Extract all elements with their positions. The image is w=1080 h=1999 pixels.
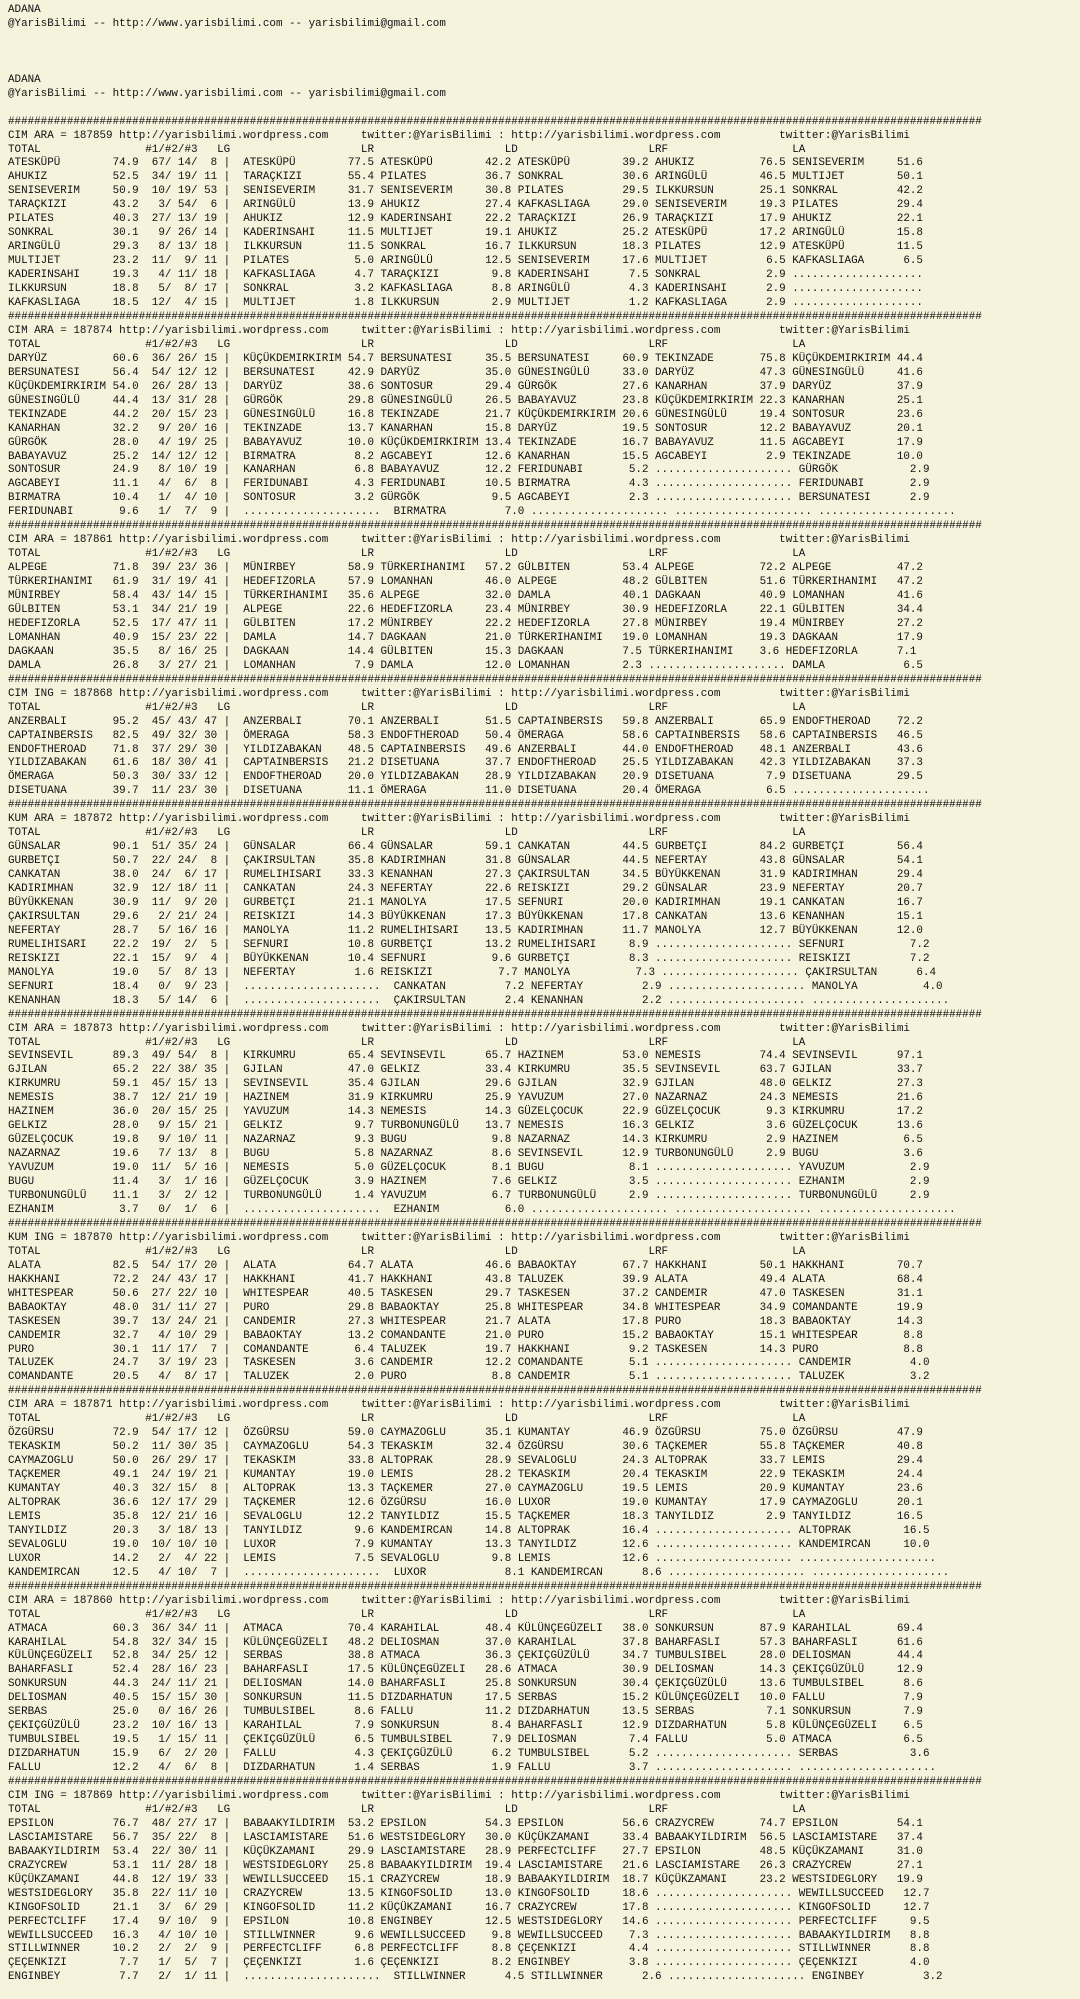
text-line: PERFECTCLIFF 17.4 9/ 10/ 9 | EPSILON 10.8 ENGINBEY 12.5 WESTSIDEGLORY 14.6 ..................... PERFECTCLIFF 9.5	[8, 1915, 930, 1928]
text-line: BABAYAVUZ 25.2 14/ 12/ 12 | BIRMATRA 8.2 AGCABEYI 12.6 KANARHAN 15.5 AGCABEYI 2.9 TEKINZADE 10.0	[8, 450, 923, 463]
separator-line: #####################################################################################################################################################	[8, 310, 982, 323]
text-line: LOMANHAN 40.9 15/ 23/ 22 | DAMLA 14.7 DAGKAAN 21.0 TÜRKERIHANIMI 19.0 LOMANHAN 19.3 DAGKAAN 17.9	[8, 631, 923, 644]
column-header-line: TOTAL #1/#2/#3 LG LR LD LRF LA	[8, 338, 806, 351]
text-line: ÇEÇENKIZI 7.7 1/ 5/ 7 | ÇEÇENKIZI 1.6 ÇEÇENKIZI 8.2 ENGINBEY 3.8 ..................... ÇEÇENKIZI 4.0	[8, 1957, 930, 1970]
race-header-line: CIM ARA = 187861 http://yarisbilimi.wordpress.com twitter:@YarisBilimi : http://yarisbilimi.wordpress.com twitter:@YarisBilimi	[8, 534, 910, 547]
text-line: HAZINEM 36.0 20/ 15/ 25 | YAVUZUM 14.3 NEMESIS 14.3 GÜZELÇOCUK 22.9 GÜZELÇOCUK 9.3 KIRKUMRU 17.2	[8, 1106, 923, 1119]
text-line	[8, 60, 1080, 74]
text-line: MÜNIRBEY 58.4 43/ 14/ 15 | TÜRKERIHANIMI 35.6 ALPEGE 32.0 DAMLA 40.1 DAGKAAN 40.9 LOMANHAN 41.6	[8, 590, 923, 603]
text-line: TEKINZADE 44.2 20/ 15/ 23 | GÜNESINGÜLÜ 16.8 TEKINZADE 21.7 KÜÇÜKDEMIRKIRIM 20.6 GÜNESINGÜLÜ 19.4 SONTOSUR 23.6	[8, 408, 923, 421]
text-line: KANDEMIRCAN 12.5 4/ 10/ 7 | ..................... LUXOR 8.1 KANDEMIRCAN 8.6 ..................... .....................	[8, 1566, 950, 1579]
text-line: ARINGÜLÜ 29.3 8/ 13/ 18 | ILKKURSUN 11.5 SONKRAL 16.7 ILKKURSUN 18.3 PILATES 12.9 ATESKÜPÜ 11.5	[8, 241, 923, 254]
text-line: PILATES 40.3 27/ 13/ 19 | AHUKIZ 12.9 KADERINSAHI 22.2 TARAÇKIZI 26.9 TARAÇKIZI 17.9 AHUKIZ 22.1	[8, 213, 923, 226]
column-header-line: TOTAL #1/#2/#3 LG LR LD LRF LA	[8, 701, 806, 714]
text-line: MANOLYA 19.0 5/ 8/ 13 | NEFERTAY 1.6 REISKIZI 7.7 MANOLYA 7.3 ..................... ÇAKIRSULTAN 6.4	[8, 966, 937, 979]
text-line: TUMBULSIBEL 19.5 1/ 15/ 11 | ÇEKIÇGÜZÜLÜ 6.5 TUMBULSIBEL 7.9 DELIOSMAN 7.4 FALLU 5.0 ATMACA 6.5	[8, 1734, 923, 1747]
separator-line: #####################################################################################################################################################	[8, 520, 982, 533]
race-header-line: CIM ARA = 187874 http://yarisbilimi.wordpress.com twitter:@YarisBilimi : http://yarisbilimi.wordpress.com twitter:@YarisBilimi	[8, 324, 910, 337]
text-line: RUMELIHISARI 22.2 19/ 2/ 5 | SEFNURI 10.8 GURBETÇI 13.2 RUMELIHISARI 8.9 ..................... SEFNURI 7.2	[8, 938, 930, 951]
text-line: GÜLBITEN 53.1 34/ 21/ 19 | ALPEGE 22.6 HEDEFIZORLA 23.4 MÜNIRBEY 30.9 HEDEFIZORLA 22.1 GÜLBITEN 34.4	[8, 603, 923, 616]
text-line: KINGOFSOLID 21.1 3/ 6/ 29 | KINGOFSOLID 11.2 KÜÇÜKZAMANI 16.7 CRAZYCREW 17.8 ..................... KINGOFSOLID 12.7	[8, 1901, 930, 1914]
text-line: LEMIS 35.8 12/ 21/ 16 | SEVALOGLU 12.2 TANYILDIZ 15.5 TAÇKEMER 18.3 TANYILDIZ 2.9 TANYILDIZ 16.5	[8, 1510, 923, 1523]
text-line: YILDIZABAKAN 61.6 18/ 30/ 41 | CAPTAINBERSIS 21.2 DISETUANA 37.7 ENDOFTHEROAD 25.5 YILDIZABAKAN 42.3 YILDIZABAKAN 37.3	[8, 757, 923, 770]
text-line: ATESKÜPÜ 74.9 67/ 14/ 8 | ATESKÜPÜ 77.5 ATESKÜPÜ 42.2 ATESKÜPÜ 39.2 AHUKIZ 76.5 SENISEVERIM 51.6	[8, 157, 923, 170]
text-line: GJILAN 65.2 22/ 38/ 35 | GJILAN 47.0 GELKIZ 33.4 KIRKUMRU 35.5 SEVINSEVIL 63.7 GJILAN 33.7	[8, 1064, 923, 1077]
text-line: BUGU 11.4 3/ 1/ 16 | GÜZELÇOCUK 3.9 HAZINEM 7.6 GELKIZ 3.5 ..................... EZHANIM 2.9	[8, 1176, 930, 1189]
text-line: SEVALOGLU 19.0 10/ 10/ 10 | LUXOR 7.9 KUMANTAY 13.3 TANYILDIZ 12.6 ..................... KANDEMIRCAN 10.0	[8, 1538, 930, 1551]
text-line: FERIDUNABI 9.6 1/ 7/ 9 | ..................... BIRMATRA 7.0 ..................... ..................... .....................	[8, 506, 956, 519]
text-line: BAHARFASLI 52.4 28/ 16/ 23 | BAHARFASLI 17.5 KÜLÜNÇEGÜZELI 28.6 ATMACA 30.9 DELIOSMAN 14.3 ÇEKIÇGÜZÜLÜ 12.9	[8, 1664, 923, 1677]
text-line: ENDOFTHEROAD 71.8 37/ 29/ 30 | YILDIZABAKAN 48.5 CAPTAINBERSIS 49.6 ANZERBALI 44.0 ENDOFTHEROAD 48.1 ANZERBALI 43.6	[8, 743, 923, 756]
text-line: TASKESEN 39.7 13/ 24/ 21 | CANDEMIR 27.3 WHITESPEAR 21.7 ALATA 17.8 PURO 18.3 BABAOKTAY 14.3	[8, 1315, 923, 1328]
column-header-line: TOTAL #1/#2/#3 LG LR LD LRF LA	[8, 143, 806, 156]
separator-line: #####################################################################################################################################################	[8, 1385, 982, 1398]
text-line: REISKIZI 22.1 15/ 9/ 4 | BÜYÜKKENAN 10.4 SEFNURI 9.6 GURBETÇI 8.3 ..................... REISKIZI 7.2	[8, 952, 930, 965]
text-line: @YarisBilimi -- http://www.yarisbilimi.com -- yarisbilimi@gmail.com	[8, 87, 446, 100]
text-line: SONTOSUR 24.9 8/ 10/ 19 | KANARHAN 6.8 BABAYAVUZ 12.2 FERIDUNABI 5.2 ..................... GÜRGÖK 2.9	[8, 464, 930, 477]
text-line: GÜNSALAR 90.1 51/ 35/ 24 | GÜNSALAR 66.4 GÜNSALAR 59.1 CANKATAN 44.5 GURBETÇI 84.2 GURBETÇI 56.4	[8, 841, 923, 854]
race-header-line: CIM ING = 187869 http://yarisbilimi.wordpress.com twitter:@YarisBilimi : http://yarisbilimi.wordpress.com twitter:@YarisBilimi	[8, 1790, 910, 1802]
text-line: KÜÇÜKZAMANI 44.8 12/ 19/ 33 | WEWILLSUCCEED 15.1 CRAZYCREW 18.9 BABAAKYILDIRIM 18.7 KÜÇÜKZAMANI 23.2 WESTSIDEGLORY 19.9	[8, 1873, 923, 1886]
column-header-line: TOTAL #1/#2/#3 LG LR LD LRF LA	[8, 548, 806, 561]
separator-line: #####################################################################################################################################################	[8, 673, 982, 686]
text-line: GELKIZ 28.0 9/ 15/ 21 | GELKIZ 9.7 TURBONUNGÜLÜ 13.7 NEMESIS 16.3 GELKIZ 3.6 GÜZELÇOCUK 13.6	[8, 1120, 923, 1133]
text-line: GÜZELÇOCUK 19.8 9/ 10/ 11 | NAZARNAZ 9.3 BUGU 9.8 NAZARNAZ 14.3 KIRKUMRU 2.9 HAZINEM 6.5	[8, 1134, 923, 1147]
text-line: ILKKURSUN 18.8 5/ 8/ 17 | SONKRAL 3.2 KAFKASLIAGA 8.8 ARINGÜLÜ 4.3 KADERINSAHI 2.9 ....................	[8, 283, 923, 296]
text-line: DARYÜZ 60.6 36/ 26/ 15 | KÜÇÜKDEMIRKIRIM 54.7 BERSUNATESI 35.5 BERSUNATESI 60.9 TEKINZADE 75.8 KÜÇÜKDEMIRKIRIM 44.4	[8, 352, 923, 365]
text-line: TARAÇKIZI 43.2 3/ 54/ 6 | ARINGÜLÜ 13.9 AHUKIZ 27.4 KAFKASLIAGA 29.0 SENISEVERIM 19.3 PILATES 29.4	[8, 199, 923, 212]
text-line: DELIOSMAN 40.5 15/ 15/ 30 | SONKURSUN 11.5 DIZDARHATUN 17.5 SERBAS 15.2 KÜLÜNÇEGÜZELI 10.0 FALLU 7.9	[8, 1692, 923, 1705]
text-line: ALATA 82.5 54/ 17/ 20 | ALATA 64.7 ALATA 46.6 BABAOKTAY 67.7 HAKKHANI 50.1 HAKKHANI 70.7	[8, 1259, 923, 1272]
text-line: DISETUANA 39.7 11/ 23/ 30 | DISETUANA 11.1 ÖMERAGA 11.0 DISETUANA 20.4 ÖMERAGA 6.5 .....................	[8, 785, 930, 798]
separator-line: #####################################################################################################################################################	[8, 799, 982, 812]
text-line: KUMANTAY 40.3 32/ 15/ 8 | ALTOPRAK 13.3 TAÇKEMER 27.0 CAYMAZOGLU 19.5 LEMIS 20.9 KUMANTAY 23.6	[8, 1483, 923, 1496]
text-line: TALUZEK 24.7 3/ 19/ 23 | TASKESEN 3.6 CANDEMIR 12.2 COMANDANTE 5.1 ..................... CANDEMIR 4.0	[8, 1357, 930, 1370]
text-line: SENISEVERIM 50.9 10/ 19/ 53 | SENISEVERIM 31.7 SENISEVERIM 30.8 PILATES 29.5 ILKKURSUN 25.1 SONKRAL 42.2	[8, 185, 923, 198]
text-line: ADANA	[8, 73, 41, 86]
text-line: PURO 30.1 11/ 17/ 7 | COMANDANTE 6.4 TALUZEK 19.7 HAKKHANI 9.2 TASKESEN 14.3 PURO 8.8	[8, 1343, 923, 1356]
text-line: MULTIJET 23.2 11/ 9/ 11 | PILATES 5.0 ARINGÜLÜ 12.5 SENISEVERIM 17.6 MULTIJET 6.5 KAFKASLIAGA 6.5	[8, 255, 923, 268]
text-line: ÇAKIRSULTAN 29.6 2/ 21/ 24 | REISKIZI 14.3 BÜYÜKKENAN 17.3 BÜYÜKKENAN 17.8 CANKATAN 13.6 KENANHAN 15.1	[8, 910, 923, 923]
column-header-line: TOTAL #1/#2/#3 LG LR LD LRF LA	[8, 1413, 806, 1426]
text-line: STILLWINNER 10.2 2/ 2/ 9 | PERFECTCLIFF 6.8 PERFECTCLIFF 8.8 ÇEÇENKIZI 4.4 ..................... STILLWINNER 8.8	[8, 1943, 930, 1956]
text-line: KIRKUMRU 59.1 45/ 15/ 13 | SEVINSEVIL 35.4 GJILAN 29.6 GJILAN 32.9 GJILAN 48.0 GELKIZ 27.3	[8, 1078, 923, 1091]
text-line: SONKRAL 30.1 9/ 26/ 14 | KADERINSAHI 11.5 MULTIJET 19.1 AHUKIZ 25.2 ATESKÜPÜ 17.2 ARINGÜLÜ 15.8	[8, 227, 923, 240]
column-header-line: TOTAL #1/#2/#3 LG LR LD LRF LA	[8, 1803, 806, 1816]
text-line: SEVINSEVIL 89.3 49/ 54/ 8 | KIRKUMRU 65.4 SEVINSEVIL 65.7 HAZINEM 53.0 NEMESIS 74.4 SEVINSEVIL 97.1	[8, 1050, 923, 1063]
text-line: BABAOKTAY 48.0 31/ 11/ 27 | PURO 29.8 BABAOKTAY 25.8 WHITESPEAR 34.8 WHITESPEAR 34.9 COMANDANTE 19.9	[8, 1301, 923, 1314]
text-line: CAPTAINBERSIS 82.5 49/ 32/ 30 | ÖMERAGA 58.3 ENDOFTHEROAD 50.4 ÖMERAGA 58.6 CAPTAINBERSIS 58.6 CAPTAINBERSIS 46.5	[8, 729, 923, 742]
text-line: CANDEMIR 32.7 4/ 10/ 29 | BABAOKTAY 13.2 COMANDANTE 21.0 PURO 15.2 BABAOKTAY 15.1 WHITESPEAR 8.8	[8, 1329, 923, 1342]
text-line: BIRMATRA 10.4 1/ 4/ 10 | SONTOSUR 3.2 GÜRGÖK 9.5 AGCABEYI 2.3 ..................... BERSUNATESI 2.9	[8, 492, 930, 505]
text-line: ALPEGE 71.8 39/ 23/ 36 | MÜNIRBEY 58.9 TÜRKERIHANIMI 57.2 GÜLBITEN 53.4 ALPEGE 72.2 ALPEGE 47.2	[8, 562, 923, 575]
text-line: LASCIAMISTARE 56.7 35/ 22/ 8 | LASCIAMISTARE 51.6 WESTSIDEGLORY 30.0 KÜÇÜKZAMANI 33.4 BABAAKYILDIRIM 56.5 LASCIAMISTARE 37.4	[8, 1831, 923, 1844]
race-header-line: KUM ING = 187870 http://yarisbilimi.wordpress.com twitter:@YarisBilimi : http://yarisbilimi.wordpress.com twitter:@YarisBilimi	[8, 1231, 910, 1244]
text-line: HEDEFIZORLA 52.5 17/ 47/ 11 | GÜLBITEN 17.2 MÜNIRBEY 22.2 HEDEFIZORLA 27.8 MÜNIRBEY 19.4 MÜNIRBEY 27.2	[8, 617, 923, 630]
column-header-line: TOTAL #1/#2/#3 LG LR LD LRF LA	[8, 1245, 806, 1258]
text-line: CRAZYCREW 53.1 11/ 28/ 18 | WESTSIDEGLORY 25.8 BABAAKYILDIRIM 19.4 LASCIAMISTARE 21.6 LASCIAMISTARE 26.3 CRAZYCREW 27.1	[8, 1859, 923, 1872]
race-header-line: CIM ING = 187868 http://yarisbilimi.wordpress.com twitter:@YarisBilimi : http://yarisbilimi.wordpress.com twitter:@YarisBilimi	[8, 687, 910, 700]
text-line: CANKATAN 38.0 24/ 6/ 17 | RUMELIHISARI 33.3 KENANHAN 27.3 ÇAKIRSULTAN 34.5 BÜYÜKKENAN 31.9 KADIRIMHAN 29.4	[8, 869, 923, 882]
text-line: TANYILDIZ 20.3 3/ 18/ 13 | TANYILDIZ 9.6 KANDEMIRCAN 14.8 ALTOPRAK 16.4 ..................... ALTOPRAK 16.5	[8, 1524, 930, 1537]
text-line: ANZERBALI 95.2 45/ 43/ 47 | ANZERBALI 70.1 ANZERBALI 51.5 CAPTAINBERSIS 59.8 ANZERBALI 65.9 ENDOFTHEROAD 72.2	[8, 715, 923, 728]
text-line: FALLU 12.2 4/ 6/ 8 | DIZDARHATUN 1.4 SERBAS 1.9 FALLU 3.7 ..................... .....................	[8, 1762, 937, 1775]
race-header-line: CIM ARA = 187859 http://yarisbilimi.wordpress.com twitter:@YarisBilimi : http://yarisbilimi.wordpress.com twitter:@YarisBilimi	[8, 129, 910, 142]
text-line: GÜNESINGÜLÜ 44.4 13/ 31/ 28 | GÜRGÖK 29.8 GÜNESINGÜLÜ 26.5 BABAYAVUZ 23.8 KÜÇÜKDEMIRKIRIM 22.3 KANARHAN 25.1	[8, 394, 923, 407]
text-line: NEMESIS 38.7 12/ 21/ 19 | HAZINEM 31.9 KIRKUMRU 25.9 YAVUZUM 27.0 NAZARNAZ 24.3 NEMESIS 21.6	[8, 1092, 923, 1105]
text-line: KÜÇÜKDEMIRKIRIM 54.0 26/ 28/ 13 | DARYÜZ 38.6 SONTOSUR 29.4 GÜRGÖK 27.6 KANARHAN 37.9 DARYÜZ 37.9	[8, 380, 923, 393]
text-line: YAVUZUM 19.0 11/ 5/ 16 | NEMESIS 5.0 GÜZELÇOCUK 8.1 BUGU 8.1 ..................... YAVUZUM 2.9	[8, 1162, 930, 1175]
text-line: KADIRIMHAN 32.9 12/ 18/ 11 | CANKATAN 24.3 NEFERTAY 22.6 REISKIZI 29.2 GÜNSALAR 23.9 NEFERTAY 20.7	[8, 883, 923, 896]
separator-line: #####################################################################################################################################################	[8, 1217, 982, 1230]
text-line: TEKASKIM 50.2 11/ 30/ 35 | CAYMAZOGLU 54.3 TEKASKIM 32.4 ÖZGÜRSU 30.6 TAÇKEMER 55.8 TAÇKEMER 40.8	[8, 1441, 923, 1454]
text-line: ENGINBEY 7.7 2/ 1/ 11 | ..................... STILLWINNER 4.5 STILLWINNER 2.6 ..................... ENGINBEY 3.2	[8, 1971, 943, 1984]
text-line: HAKKHANI 72.2 24/ 43/ 17 | HAKKHANI 41.7 HAKKHANI 43.8 TALUZEK 39.9 ALATA 49.4 ALATA 68.4	[8, 1273, 923, 1286]
text-line: GÜRGÖK 28.0 4/ 19/ 25 | BABAYAVUZ 10.0 KÜÇÜKDEMIRKIRIM 13.4 TEKINZADE 16.7 BABAYAVUZ 11.5 AGCABEYI 17.9	[8, 436, 923, 449]
text-line: WHITESPEAR 50.6 27/ 22/ 10 | WHITESPEAR 40.5 TASKESEN 29.7 TASKESEN 37.2 CANDEMIR 47.0 TASKESEN 31.1	[8, 1287, 923, 1300]
text-line: EPSILON 76.7 48/ 27/ 17 | BABAAKYILDIRIM 53.2 EPSILON 54.3 EPSILON 56.6 CRAZYCREW 74.7 EPSILON 54.1	[8, 1817, 923, 1830]
text-line: EZHANIM 3.7 0/ 1/ 6 | ..................... EZHANIM 6.0 ..................... ..................... .....................	[8, 1203, 956, 1216]
separator-line: #####################################################################################################################################################	[8, 1580, 982, 1593]
text-line: NAZARNAZ 19.6 7/ 13/ 8 | BUGU 5.8 NAZARNAZ 8.6 SEVINSEVIL 12.9 TURBONUNGÜLÜ 2.9 BUGU 3.6	[8, 1148, 923, 1161]
text-line: CAYMAZOGLU 50.0 26/ 29/ 17 | TEKASKIM 33.8 ALTOPRAK 28.9 SEVALOGLU 24.3 ALTOPRAK 33.7 LEMIS 29.4	[8, 1455, 923, 1468]
race-header-line: CIM ARA = 187871 http://yarisbilimi.wordpress.com twitter:@YarisBilimi : http://yarisbilimi.wordpress.com twitter:@YarisBilimi	[8, 1399, 910, 1412]
text-line: KÜLÜNÇEGÜZELI 52.8 34/ 25/ 12 | SERBAS 38.8 ATMACA 36.3 ÇEKIÇGÜZÜLÜ 34.7 TUMBULSIBEL 28.0 DELIOSMAN 44.4	[8, 1650, 923, 1663]
column-header-line: TOTAL #1/#2/#3 LG LR LD LRF LA	[8, 1036, 806, 1049]
text-line	[8, 102, 1080, 116]
text-line: SERBAS 25.0 0/ 16/ 26 | TUMBULSIBEL 8.6 FALLU 11.2 DIZDARHATUN 13.5 SERBAS 7.1 SONKURSUN 7.9	[8, 1706, 923, 1719]
text-line: AGCABEYI 11.1 4/ 6/ 8 | FERIDUNABI 4.3 FERIDUNABI 10.5 BIRMATRA 4.3 ..................... FERIDUNABI 2.9	[8, 478, 930, 491]
text-line: AHUKIZ 52.5 34/ 19/ 11 | TARAÇKIZI 55.4 PILATES 36.7 SONKRAL 30.6 ARINGÜLÜ 46.5 MULTIJET 50.1	[8, 171, 923, 184]
text-line: @YarisBilimi -- http://www.yarisbilimi.com -- yarisbilimi@gmail.com	[8, 17, 446, 30]
race-header-line: KUM ARA = 187872 http://yarisbilimi.wordpress.com twitter:@YarisBilimi : http://yarisbilimi.wordpress.com twitter:@YarisBilimi	[8, 813, 910, 826]
race-header-line: CIM ARA = 187860 http://yarisbilimi.wordpress.com twitter:@YarisBilimi : http://yarisbilimi.wordpress.com twitter:@YarisBilimi	[8, 1594, 910, 1607]
text-line: BÜYÜKKENAN 30.9 11/ 9/ 20 | GURBETÇI 21.1 MANOLYA 17.5 SEFNURI 20.0 KADIRIMHAN 19.1 CANKATAN 16.7	[8, 897, 923, 909]
text-line	[8, 32, 1080, 46]
text-line: TAÇKEMER 49.1 24/ 19/ 21 | KUMANTAY 19.0 LEMIS 28.2 TEKASKIM 20.4 TEKASKIM 22.9 TEKASKIM 24.4	[8, 1469, 923, 1482]
separator-line: #####################################################################################################################################################	[8, 1776, 982, 1789]
text-line: ÖZGÜRSU 72.9 54/ 17/ 12 | ÖZGÜRSU 59.0 CAYMAZOGLU 35.1 KUMANTAY 46.9 ÖZGÜRSU 75.0 ÖZGÜRSU 47.9	[8, 1427, 923, 1440]
text-line: DIZDARHATUN 15.9 6/ 2/ 20 | FALLU 4.3 ÇEKIÇGÜZÜLÜ 6.2 TUMBULSIBEL 5.2 ..................... SERBAS 3.6	[8, 1748, 930, 1761]
text-line: DAMLA 26.8 3/ 27/ 21 | LOMANHAN 7.9 DAMLA 12.0 LOMANHAN 2.3 ..................... DAMLA 6.5	[8, 659, 923, 672]
text-line	[8, 46, 1080, 60]
text-line: KANARHAN 32.2 9/ 20/ 16 | TEKINZADE 13.7 KANARHAN 15.8 DARYÜZ 19.5 SONTOSUR 12.2 BABAYAVUZ 20.1	[8, 422, 923, 435]
text-line: NEFERTAY 28.7 5/ 16/ 16 | MANOLYA 11.2 RUMELIHISARI 13.5 KADIRIMHAN 11.7 MANOLYA 12.7 BÜYÜKKENAN 12.0	[8, 924, 923, 937]
text-line: KAFKASLIAGA 18.5 12/ 4/ 15 | MULTIJET 1.8 ILKKURSUN 2.9 MULTIJET 1.2 KAFKASLIAGA 2.9 ....................	[8, 297, 923, 310]
text-line: ATMACA 60.3 36/ 34/ 11 | ATMACA 70.4 KARAHILAL 48.4 KÜLÜNÇEGÜZELI 38.0 SONKURSUN 87.9 KARAHILAL 69.4	[8, 1622, 923, 1635]
text-line: WESTSIDEGLORY 35.8 22/ 11/ 10 | CRAZYCREW 13.5 KINGOFSOLID 13.0 KINGOFSOLID 18.6 ..................... WEWILLSUCCEED 12.7	[8, 1887, 930, 1900]
text-line: ÇEKIÇGÜZÜLÜ 23.2 10/ 16/ 13 | KARAHILAL 7.9 SONKURSUN 8.4 BAHARFASLI 12.9 DIZDARHATUN 5.8 KÜLÜNÇEGÜZELI 6.5	[8, 1720, 923, 1733]
text-line: BERSUNATESI 56.4 54/ 12/ 12 | BERSUNATESI 42.9 DARYÜZ 35.0 GÜNESINGÜLÜ 33.0 DARYÜZ 47.3 GÜNESINGÜLÜ 41.6	[8, 366, 923, 379]
text-line: TÜRKERIHANIMI 61.9 31/ 19/ 41 | HEDEFIZORLA 57.9 LOMANHAN 46.0 ALPEGE 48.2 GÜLBITEN 51.6 TÜRKERIHANIMI 47.2	[8, 576, 923, 589]
race-header-line: CIM ARA = 187873 http://yarisbilimi.wordpress.com twitter:@YarisBilimi : http://yarisbilimi.wordpress.com twitter:@YarisBilimi	[8, 1022, 910, 1035]
text-line: WEWILLSUCCEED 16.3 4/ 10/ 10 | STILLWINNER 9.6 WEWILLSUCCEED 9.8 WEWILLSUCCEED 7.3 ..................... BABAAKYILDIRIM 8.8	[8, 1929, 930, 1942]
text-line: TURBONUNGÜLÜ 11.1 3/ 2/ 12 | TURBONUNGÜLÜ 1.4 YAVUZUM 6.7 TURBONUNGÜLÜ 2.9 ..................... TURBONUNGÜLÜ 2.9	[8, 1190, 930, 1203]
text-line: GURBETÇI 50.7 22/ 24/ 8 | ÇAKIRSULTAN 35.8 KADIRIMHAN 31.8 GÜNSALAR 44.5 NEFERTAY 43.8 GÜNSALAR 54.1	[8, 855, 923, 868]
text-line: ALTOPRAK 36.6 12/ 17/ 29 | TAÇKEMER 12.6 ÖZGÜRSU 16.0 LUXOR 19.0 KUMANTAY 17.9 CAYMAZOGLU 20.1	[8, 1496, 923, 1509]
text-line: BABAAKYILDIRIM 53.4 22/ 30/ 11 | KÜÇÜKZAMANI 29.9 LASCIAMISTARE 28.9 PERFECTCLIFF 27.7 EPSILON 48.5 KÜÇÜKZAMANI 31.0	[8, 1845, 923, 1858]
text-line: ADANA	[8, 4, 41, 16]
text-line: SEFNURI 18.4 0/ 9/ 23 | ..................... CANKATAN 7.2 NEFERTAY 2.9 ..................... MANOLYA 4.0	[8, 980, 943, 993]
text-line: KARAHILAL 54.8 32/ 34/ 15 | KÜLÜNÇEGÜZELI 48.2 DELIOSMAN 37.0 KARAHILAL 37.8 BAHARFASLI 57.3 BAHARFASLI 61.6	[8, 1636, 923, 1649]
separator-line: #####################################################################################################################################################	[8, 115, 982, 128]
text-line: KADERINSAHI 19.3 4/ 11/ 18 | KAFKASLIAGA 4.7 TARAÇKIZI 9.8 KADERINSAHI 7.5 SONKRAL 2.9 ....................	[8, 269, 923, 282]
separator-line: #####################################################################################################################################################	[8, 1008, 982, 1021]
column-header-line: TOTAL #1/#2/#3 LG LR LD LRF LA	[8, 1608, 806, 1621]
text-line: LUXOR 14.2 2/ 4/ 22 | LEMIS 7.5 SEVALOGLU 9.8 LEMIS 12.6 ..................... .....................	[8, 1552, 937, 1565]
text-line: DAGKAAN 35.5 8/ 16/ 25 | DAGKAAN 14.4 GÜLBITEN 15.3 DAGKAAN 7.5 TÜRKERIHANIMI 3.6 HEDEFIZORLA 7.1	[8, 645, 917, 658]
text-line: SONKURSUN 44.3 24/ 11/ 21 | DELIOSMAN 14.0 BAHARFASLI 25.8 SONKURSUN 30.4 ÇEKIÇGÜZÜLÜ 13.6 TUMBULSIBEL 8.6	[8, 1678, 923, 1691]
column-header-line: TOTAL #1/#2/#3 LG LR LD LRF LA	[8, 827, 806, 840]
text-line: COMANDANTE 20.5 4/ 8/ 17 | TALUZEK 2.0 PURO 8.8 CANDEMIR 5.1 ..................... TALUZEK 3.2	[8, 1371, 930, 1384]
text-line: KENANHAN 18.3 5/ 14/ 6 | ..................... ÇAKIRSULTAN 2.4 KENANHAN 2.2 ..................... .....................	[8, 994, 950, 1007]
text-line: ÖMERAGA 50.3 30/ 33/ 12 | ENDOFTHEROAD 20.0 YILDIZABAKAN 28.9 YILDIZABAKAN 20.9 DISETUANA 7.9 DISETUANA 29.5	[8, 771, 923, 784]
